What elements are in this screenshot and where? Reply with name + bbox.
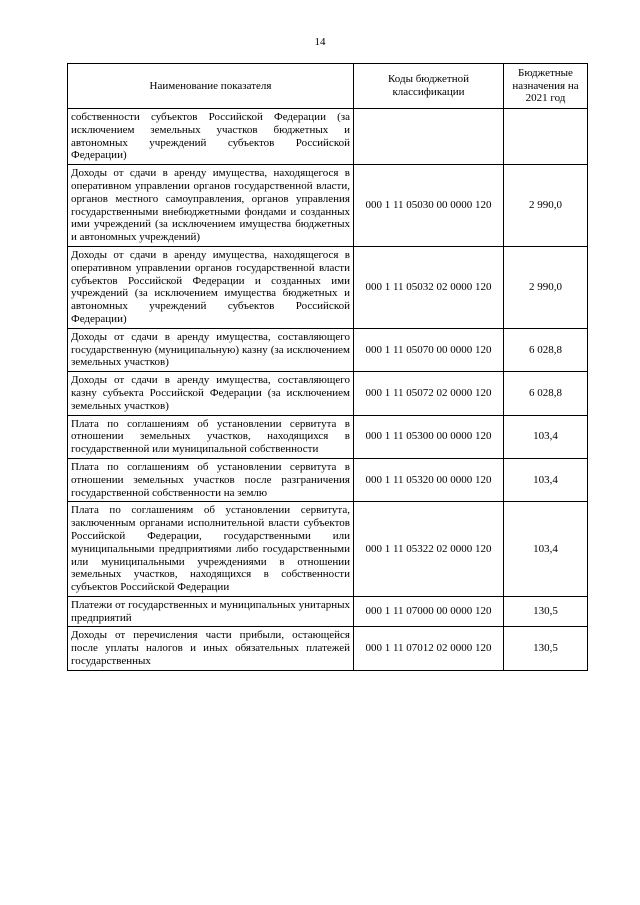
row-amount: 103,4	[504, 415, 588, 458]
row-code: 000 1 11 05032 02 0000 120	[354, 246, 504, 328]
row-name: Плата по соглашениям об установлении сервитута, заключенным органами исполнительной власти субъектов Российской Федерации, государственными или муниципальными предприятиями либо государственными или муниципальными учреждениями в отношении земельных участков, находящихся в собственности субъектов Российской Федерации	[68, 502, 354, 597]
row-name: Доходы от сдачи в аренду имущества, составляющего государственную (муниципальную) казну (за исключением земельных участков)	[68, 328, 354, 371]
row-amount: 130,5	[504, 596, 588, 627]
row-name: Плата по соглашениям об установлении сервитута в отношении земельных участков, находящихся в государственной или муниципальной собственности	[68, 415, 354, 458]
table-row	[68, 596, 588, 627]
table-row	[68, 246, 588, 328]
row-amount: 103,4	[504, 458, 588, 501]
row-code: 000 1 11 07012 02 0000 120	[354, 627, 504, 670]
table-row	[68, 627, 588, 670]
row-name: Доходы от перечисления части прибыли, остающейся после уплаты налогов и иных обязательных платежей государственных	[68, 627, 354, 670]
table-row	[68, 372, 588, 415]
header-code: Коды бюджетной классификации	[354, 64, 504, 109]
row-amount: 2 990,0	[504, 165, 588, 247]
table-row	[68, 328, 588, 371]
row-code: 000 1 11 05322 02 0000 120	[354, 502, 504, 597]
row-code: 000 1 11 05072 02 0000 120	[354, 372, 504, 415]
row-code: 000 1 11 07000 00 0000 120	[354, 596, 504, 627]
table-row	[68, 502, 588, 597]
row-amount: 6 028,8	[504, 372, 588, 415]
row-name: Плата по соглашениям об установлении сервитута в отношении земельных участков после разграничения государственной собственности на землю	[68, 458, 354, 501]
row-amount: 103,4	[504, 502, 588, 597]
row-code: 000 1 11 05300 00 0000 120	[354, 415, 504, 458]
row-code: 000 1 11 05030 00 0000 120	[354, 165, 504, 247]
row-amount	[504, 109, 588, 165]
row-amount: 130,5	[504, 627, 588, 670]
row-amount: 2 990,0	[504, 246, 588, 328]
table-row	[68, 109, 588, 165]
table-header-row	[68, 64, 588, 109]
budget-table	[67, 63, 588, 671]
row-name: Доходы от сдачи в аренду имущества, находящегося в оперативном управлении органов государственной власти субъектов Российской Федерации и созданных ими учреждений (за исключением имущества бюджетных и автономных учреждений субъектов Российской Федерации)	[68, 246, 354, 328]
row-name: Доходы от сдачи в аренду имущества, находящегося в оперативном управлении органов государственной власти, органов местного самоуправления, органов управления государственными внебюджетными фондами и созданных ими учреждений (за исключением имущества бюджетных и автономных учреждений)	[68, 165, 354, 247]
header-name: Наименование показателя	[68, 64, 354, 109]
row-name: Платежи от государственных и муниципальных унитарных предприятий	[68, 596, 354, 627]
page-number: 14	[314, 36, 326, 48]
table-row	[68, 458, 588, 501]
row-code: 000 1 11 05070 00 0000 120	[354, 328, 504, 371]
row-amount: 6 028,8	[504, 328, 588, 371]
row-code: 000 1 11 05320 00 0000 120	[354, 458, 504, 501]
row-name: Доходы от сдачи в аренду имущества, составляющего казну субъекта Российской Федерации (за исключением земельных участков)	[68, 372, 354, 415]
row-code	[354, 109, 504, 165]
table-row	[68, 415, 588, 458]
table-row	[68, 165, 588, 247]
row-name: собственности субъектов Российской Федерации (за исключением земельных участков бюджетных и автономных учреждений субъектов Российской Федерации)	[68, 109, 354, 165]
header-amount: Бюджетные назначения на 2021 год	[504, 64, 588, 109]
